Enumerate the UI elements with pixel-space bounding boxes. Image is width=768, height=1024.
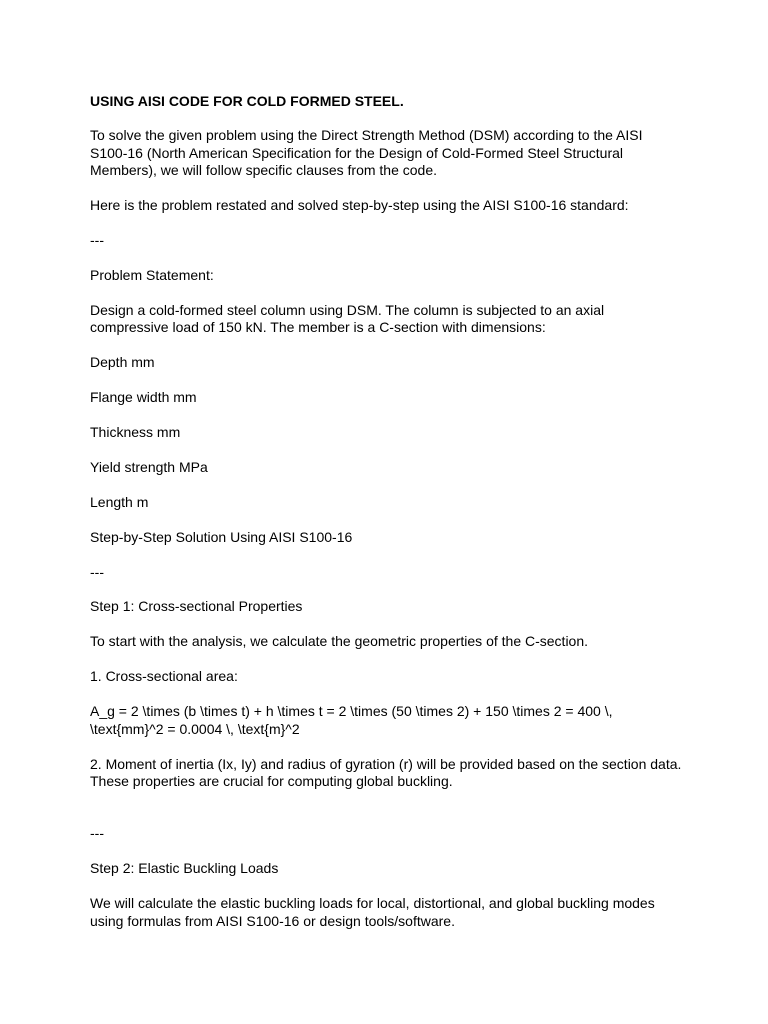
problem-line-2: compressive load of 150 kN. The member is a C-section with dimensions:	[90, 319, 546, 335]
solution-heading: Step-by-Step Solution Using AISI S100-16	[90, 529, 353, 545]
dimension-thickness: Thickness mm	[90, 424, 181, 440]
dimension-yield-strength: Yield strength MPa	[90, 459, 208, 475]
intro-line-1: To solve the given problem using the Direct Strength Method (DSM) according to the AISI	[90, 127, 643, 143]
step1-item1-heading: 1. Cross-sectional area:	[90, 668, 238, 684]
problem-heading: Problem Statement:	[90, 267, 214, 283]
separator-2: ---	[90, 564, 104, 580]
step1-item2-line-1: 2. Moment of inertia (Ix, Iy) and radius of gyration (r) will be provided based on the section data.	[90, 756, 682, 772]
step1-item2-line-2: These properties are crucial for computing global buckling.	[90, 773, 453, 789]
step1-heading: Step 1: Cross-sectional Properties	[90, 598, 303, 614]
intro-line-3: Members), we will follow specific clauses from the code.	[90, 162, 438, 178]
separator-3: ---	[90, 825, 104, 841]
step1-formula-line-1: A_g = 2 \times (b \times t) + h \times t = 2 \times (50 \times 2) + 150 \times 2 = 400 \,	[90, 703, 613, 719]
dimension-flange-width: Flange width mm	[90, 389, 197, 405]
step2-line-2: using formulas from AISI S100-16 or design tools/software.	[90, 913, 455, 929]
document-title: USING AISI CODE FOR COLD FORMED STEEL.	[90, 93, 404, 109]
step1-intro: To start with the analysis, we calculate the geometric properties of the C-section.	[90, 633, 589, 649]
step2-line-1: We will calculate the elastic buckling loads for local, distortional, and global buckling modes	[90, 895, 655, 911]
separator-1: ---	[90, 232, 104, 248]
step2-heading: Step 2: Elastic Buckling Loads	[90, 860, 279, 876]
dimension-length: Length m	[90, 494, 149, 510]
step1-formula-line-2: \text{mm}^2 = 0.0004 \, \text{m}^2	[90, 721, 300, 737]
dimension-depth: Depth mm	[90, 354, 155, 370]
restated-paragraph: Here is the problem restated and solved step-by-step using the AISI S100-16 standard:	[90, 197, 629, 213]
intro-line-2: S100-16 (North American Specification for the Design of Cold-Formed Steel Structural	[90, 145, 624, 161]
problem-line-1: Design a cold-formed steel column using DSM. The column is subjected to an axial	[90, 302, 605, 318]
